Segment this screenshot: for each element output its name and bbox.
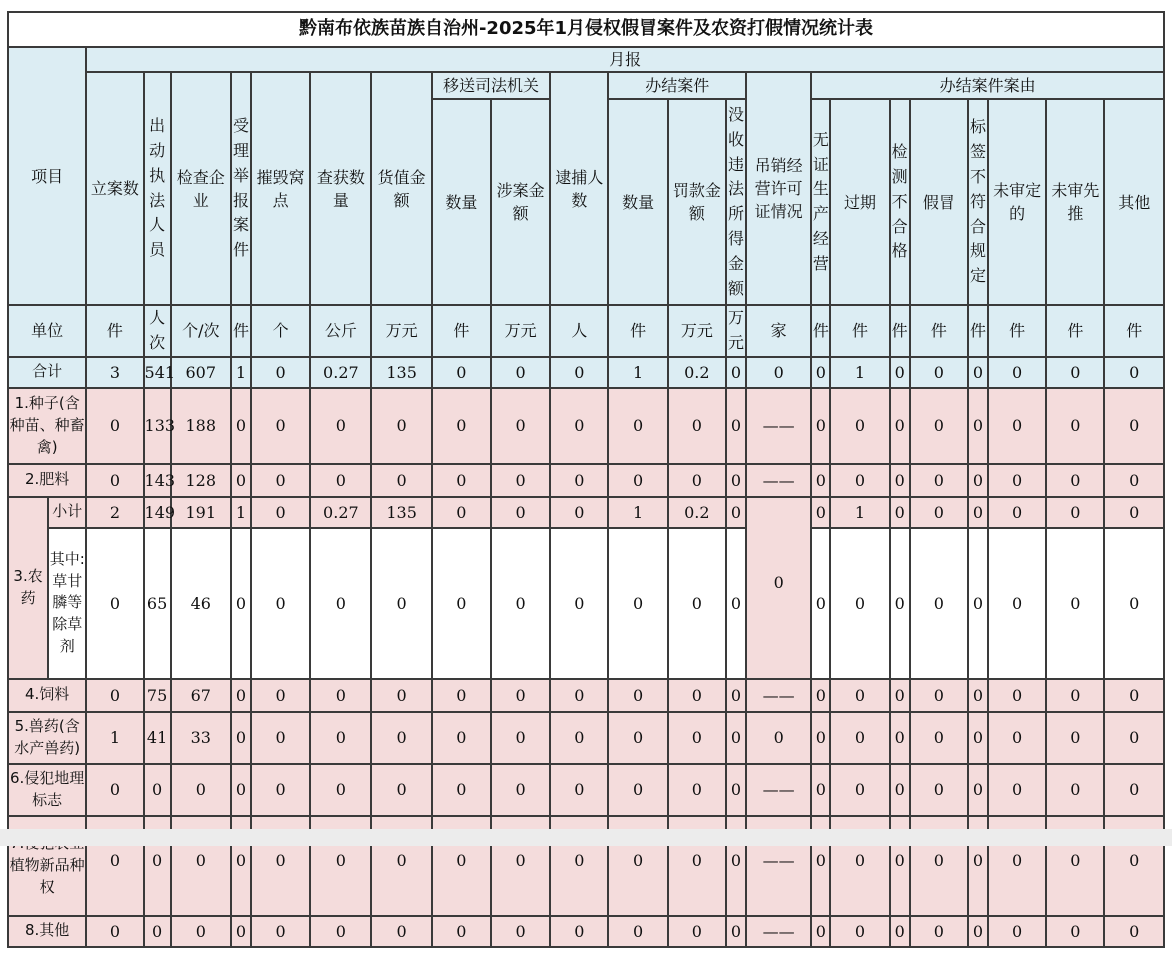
table-cell: 0 [86,816,143,916]
row-label-total: 合计 [8,357,86,388]
header-r-unpromoted: 未审先推 [1046,99,1104,305]
table-cell: 0 [988,916,1046,947]
table-cell: —— [746,464,811,497]
table-cell: 0 [890,679,910,712]
table-row [8,464,1164,497]
row-label-seeds: 1.种子(含种苗、种畜禽) [8,388,86,464]
table-cell: 0 [830,679,889,712]
table-title: 黔南布依族苗族自治州-2025年1月侵权假冒案件及农资打假情况统计表 [8,12,1164,47]
table-cell: 0 [830,712,889,764]
row-label-pesticide-herbicide: 其中:草甘膦等除草剂 [48,528,86,679]
table-cell: 0 [550,388,608,464]
table-cell: 0 [811,679,830,712]
table-cell: 0 [251,679,310,712]
table-cell: 0 [491,528,550,679]
table-cell: 0 [251,712,310,764]
unit-cell: 件 [608,305,667,357]
table-cell: 0 [432,464,491,497]
table-cell: 0 [491,388,550,464]
table-cell: 0 [890,528,910,679]
table-cell: 0 [310,916,371,947]
table-cell: 133 [144,388,171,464]
header-r-label: 标签不符合规定 [968,99,988,305]
unit-cell: 件 [231,305,251,357]
table-cell: 0 [811,528,830,679]
table-cell: —— [746,764,811,816]
table-cell: 607 [171,357,231,388]
table-cell: 0 [171,764,231,816]
table-cell: 0 [811,764,830,816]
unit-cell: 万元 [371,305,431,357]
table-cell: 0.27 [310,357,371,388]
header-seized-qty: 查获数量 [310,72,371,305]
table-cell: 0 [811,357,830,388]
table-cell: 0 [1046,388,1104,464]
unit-label: 单位 [8,305,86,357]
table-cell: 0 [144,916,171,947]
table-cell: 0 [371,528,431,679]
table-cell: 0 [910,816,968,916]
table-cell: 0 [910,712,968,764]
table-cell: 0 [310,464,371,497]
table-cell: 0 [310,388,371,464]
table-cell: 0 [1046,497,1104,528]
table-cell: 0 [491,497,550,528]
table-cell: 0 [968,388,988,464]
unit-cell: 个 [251,305,310,357]
table-cell: 0 [432,679,491,712]
table-cell: 0 [988,712,1046,764]
table-cell: 0 [988,528,1046,679]
table-cell: 65 [144,528,171,679]
table-cell: 0 [968,816,988,916]
table-cell: 0 [231,712,251,764]
table-cell: 0 [811,712,830,764]
table-cell: 0 [1046,712,1104,764]
table-cell: 0 [371,764,431,816]
table-cell: 0 [491,816,550,916]
table-cell: 0 [1046,916,1104,947]
table-cell: 0 [371,464,431,497]
table-cell: 0 [830,528,889,679]
table-cell: 0 [910,388,968,464]
table-cell: —— [746,679,811,712]
table-cell: 0 [310,764,371,816]
header-transfer-group: 移送司法机关 [432,72,551,99]
unit-cell: 件 [830,305,889,357]
table-cell: 0 [371,712,431,764]
header-confiscated: 没收违法所得金额 [726,99,746,305]
table-row [8,712,1164,764]
table-cell: 0 [811,464,830,497]
table-cell: 0 [251,497,310,528]
table-row [8,764,1164,816]
table-cell: 0 [890,816,910,916]
table-cell: 0 [726,357,746,388]
table-cell: 0 [550,712,608,764]
table-cell: 0 [171,816,231,916]
table-cell: 0 [830,764,889,816]
table-cell: 0 [830,816,889,916]
table-cell: 1 [86,712,143,764]
table-cell: 0 [310,816,371,916]
table-cell: 0 [550,528,608,679]
table-cell: 0 [726,497,746,528]
table-cell: 0 [86,916,143,947]
row-label-plant: 植物新品种权 [8,816,86,916]
header-r-expired: 过期 [830,99,889,305]
table-cell: 0 [371,916,431,947]
stats-table [7,11,1165,948]
header-r-other: 其他 [1104,99,1164,305]
table-cell: 0 [1104,679,1164,712]
table-cell: 0 [726,916,746,947]
table-cell: 0 [746,712,811,764]
table-cell: 0 [231,816,251,916]
table-cell: 0 [608,388,667,464]
header-transfer-amount: 涉案金额 [491,99,550,305]
header-closed-group: 办结案件 [608,72,746,99]
header-arrests: 逮捕人数 [550,72,608,305]
table-cell: 0 [988,679,1046,712]
table-cell: 0 [890,388,910,464]
table-cell: 67 [171,679,231,712]
table-cell: 0 [1046,764,1104,816]
unit-cell: 件 [1046,305,1104,357]
table-cell: 0 [1104,916,1164,947]
row-label-feed: 4.饲料 [8,679,86,712]
table-cell: 0 [171,916,231,947]
table-cell: 0 [251,464,310,497]
table-cell: 0 [988,816,1046,916]
table-cell: 0 [1104,464,1164,497]
table-cell: 2 [86,497,143,528]
table-cell: 143 [144,464,171,497]
unit-row [8,305,1164,357]
unit-cell: 公斤 [310,305,371,357]
unit-cell: 件 [988,305,1046,357]
table-cell: 0 [231,464,251,497]
table-cell: 0.27 [310,497,371,528]
table-cell: 0 [371,679,431,712]
table-cell: 0 [251,388,310,464]
header-inspected: 检查企业 [171,72,231,305]
table-cell: 1 [830,357,889,388]
unit-cell: 万元 [491,305,550,357]
table-cell: 0 [550,357,608,388]
table-cell: 0 [811,816,830,916]
table-cell: 0 [144,764,171,816]
table-cell: —— [746,816,811,916]
table-cell: 0 [1104,388,1164,464]
unit-cell: 件 [890,305,910,357]
table-cell: 135 [371,357,431,388]
header-closed-qty: 数量 [608,99,667,305]
table-cell: 0 [726,464,746,497]
unit-cell: 件 [1104,305,1164,357]
table-cell: 3 [86,357,143,388]
unit-cell: 家 [746,305,811,357]
table-cell: 0 [608,816,667,916]
table-cell: 0 [310,679,371,712]
unit-cell: 个/次 [171,305,231,357]
table-cell: 0 [231,764,251,816]
table-cell: 0 [890,764,910,816]
table-cell: 0 [432,816,491,916]
table-cell: 0 [251,528,310,679]
table-cell: 0 [491,464,550,497]
table-cell: 0 [86,679,143,712]
table-cell: 0 [811,497,830,528]
table-cell: 0 [432,764,491,816]
table-cell: 0 [1104,528,1164,679]
table-cell: 0 [968,497,988,528]
table-cell: 0 [668,916,726,947]
table-cell: 0 [550,464,608,497]
table-cell: 0 [550,497,608,528]
table-cell: 0 [726,388,746,464]
table-cell: 0 [968,764,988,816]
table-cell: 0 [432,497,491,528]
table-cell: 1 [231,357,251,388]
table-cell: 0 [608,712,667,764]
header-r-failed: 检测不合格 [890,99,910,305]
table-cell: 0 [491,679,550,712]
table-cell: 0 [968,712,988,764]
table-cell: 0 [811,388,830,464]
table-cell: 0 [432,916,491,947]
table-cell: 149 [144,497,171,528]
header-officers: 出动执法人员 [144,72,171,305]
unit-cell: 人 [550,305,608,357]
table-cell: 0 [668,712,726,764]
scroll-gap-divider [0,829,1172,846]
table-cell: 0 [746,357,811,388]
table-cell: 0 [910,464,968,497]
table-row [8,497,1164,528]
header-period: 月报 [86,47,1164,72]
header-dens: 摧毁窝点 [251,72,310,305]
table-cell: 0 [890,497,910,528]
table-cell: 0 [491,916,550,947]
table-cell: 0 [910,916,968,947]
table-cell: 0 [910,357,968,388]
table-cell: 0 [251,764,310,816]
table-cell: 0 [1046,679,1104,712]
header-item: 项目 [8,47,86,305]
table-cell: 0 [550,679,608,712]
table-cell: 1 [231,497,251,528]
table-cell: 0 [1104,816,1164,916]
table-cell: 0 [432,357,491,388]
table-cell: 0 [550,764,608,816]
table-cell: 0 [890,464,910,497]
table-cell: 0 [432,712,491,764]
table-cell: 0 [726,528,746,679]
table-cell: 0 [988,464,1046,497]
table-cell: 0 [432,528,491,679]
table-cell: 0 [371,388,431,464]
row-label-fertilizer: 2.肥料 [8,464,86,497]
table-cell: 0 [890,712,910,764]
table-cell: 0 [910,764,968,816]
table-cell: 0 [608,764,667,816]
table-cell: 0 [910,679,968,712]
table-cell: 128 [171,464,231,497]
header-transfer-qty: 数量 [432,99,491,305]
table-cell: 0 [830,388,889,464]
table-cell: 0 [86,464,143,497]
table-row [8,388,1164,464]
table-cell: 33 [171,712,231,764]
table-cell: 135 [371,497,431,528]
table-cell: 0 [231,388,251,464]
table-cell: 0.2 [668,497,726,528]
table-cell: 0 [310,712,371,764]
header-r-unlicensed: 无证生产经营 [811,99,830,305]
unit-cell: 人次 [144,305,171,357]
row-label-geo: 6.侵犯地理标志 [8,764,86,816]
table-row [8,357,1164,388]
table-cell: 0 [550,916,608,947]
table-cell: 0 [432,388,491,464]
table-cell: 0 [988,764,1046,816]
table-cell: 0 [968,679,988,712]
table-cell: 0 [608,679,667,712]
header-cases-filed: 立案数 [86,72,143,305]
table-cell: 0 [231,916,251,947]
header-revoked: 吊销经营许可证情况 [746,72,811,305]
table-cell: 0 [1104,497,1164,528]
table-cell: 0 [811,916,830,947]
table-cell: 1 [830,497,889,528]
unit-cell: 万元 [726,305,746,357]
table-cell: 0 [968,528,988,679]
table-cell: 0 [491,764,550,816]
table-cell: 0 [968,357,988,388]
header-reason-group: 办结案件案由 [811,72,1164,99]
table-cell: 0 [1046,816,1104,916]
table-cell: 0 [726,764,746,816]
table-cell: 0 [968,464,988,497]
table-cell: 0 [608,464,667,497]
table-cell: 0 [890,357,910,388]
table-cell: 0 [491,712,550,764]
table-cell: 0 [608,916,667,947]
row-label-pesticide-subtotal: 小计 [48,497,86,528]
table-cell: 191 [171,497,231,528]
table-cell: 0 [668,764,726,816]
table-cell: 0 [726,816,746,916]
table-cell: 0 [231,528,251,679]
table-cell: 0 [668,528,726,679]
table-cell: 0 [910,528,968,679]
header-r-fake: 假冒 [910,99,968,305]
table-cell: 41 [144,712,171,764]
table-cell: 0 [86,388,143,464]
table-cell: 1 [608,357,667,388]
unit-cell: 件 [910,305,968,357]
table-cell: 0 [1104,764,1164,816]
unit-cell: 件 [432,305,491,357]
table-cell: 0 [726,679,746,712]
table-cell: 0 [668,388,726,464]
unit-cell: 万元 [668,305,726,357]
table-cell: 0 [988,357,1046,388]
table-cell: 0 [668,816,726,916]
table-cell: 0 [746,497,811,679]
table-cell: 0.2 [668,357,726,388]
table-cell: 75 [144,679,171,712]
table-row [8,916,1164,947]
row-label-pesticide: 3.农药 [8,497,48,679]
table-cell: 0 [830,464,889,497]
header-r-unapproved: 未审定的 [988,99,1046,305]
table-cell: 0 [310,528,371,679]
table-row [8,679,1164,712]
table-row [8,528,1164,679]
table-cell: 0 [668,464,726,497]
table-cell: 188 [171,388,231,464]
row-label-vet: 5.兽药(含水产兽药) [8,712,86,764]
table-cell: 0 [371,816,431,916]
table-cell: 0 [988,497,1046,528]
table-cell: 0 [668,679,726,712]
row-label-other: 8.其他 [8,916,86,947]
table-cell: 0 [1046,357,1104,388]
table-cell: 0 [86,528,143,679]
table-cell: 0 [491,357,550,388]
table-cell: 0 [726,712,746,764]
table-cell: 46 [171,528,231,679]
header-fine: 罚款金额 [668,99,726,305]
table-cell: 0 [144,816,171,916]
table-cell: 0 [968,916,988,947]
table-cell: 0 [1104,357,1164,388]
table-cell: 0 [251,816,310,916]
table-cell: —— [746,916,811,947]
table-cell: 0 [86,764,143,816]
table-cell: 0 [550,816,608,916]
table-cell: 1 [608,497,667,528]
table-cell: 0 [251,916,310,947]
table-cell: 0 [890,916,910,947]
table-cell: 0 [231,679,251,712]
unit-cell: 件 [968,305,988,357]
table-cell: 0 [988,388,1046,464]
table-cell: 0 [251,357,310,388]
table-cell: 0 [910,497,968,528]
table-cell: 0 [830,916,889,947]
unit-cell: 件 [86,305,143,357]
header-goods-value: 货值金额 [371,72,431,305]
table-cell: 0 [1046,528,1104,679]
table-cell: 0 [1046,464,1104,497]
table-cell: 541 [144,357,171,388]
table-cell: —— [746,388,811,464]
header-complaints: 受理举报案件 [231,72,251,305]
table-cell: 0 [608,528,667,679]
table-cell: 0 [1104,712,1164,764]
unit-cell: 件 [811,305,830,357]
